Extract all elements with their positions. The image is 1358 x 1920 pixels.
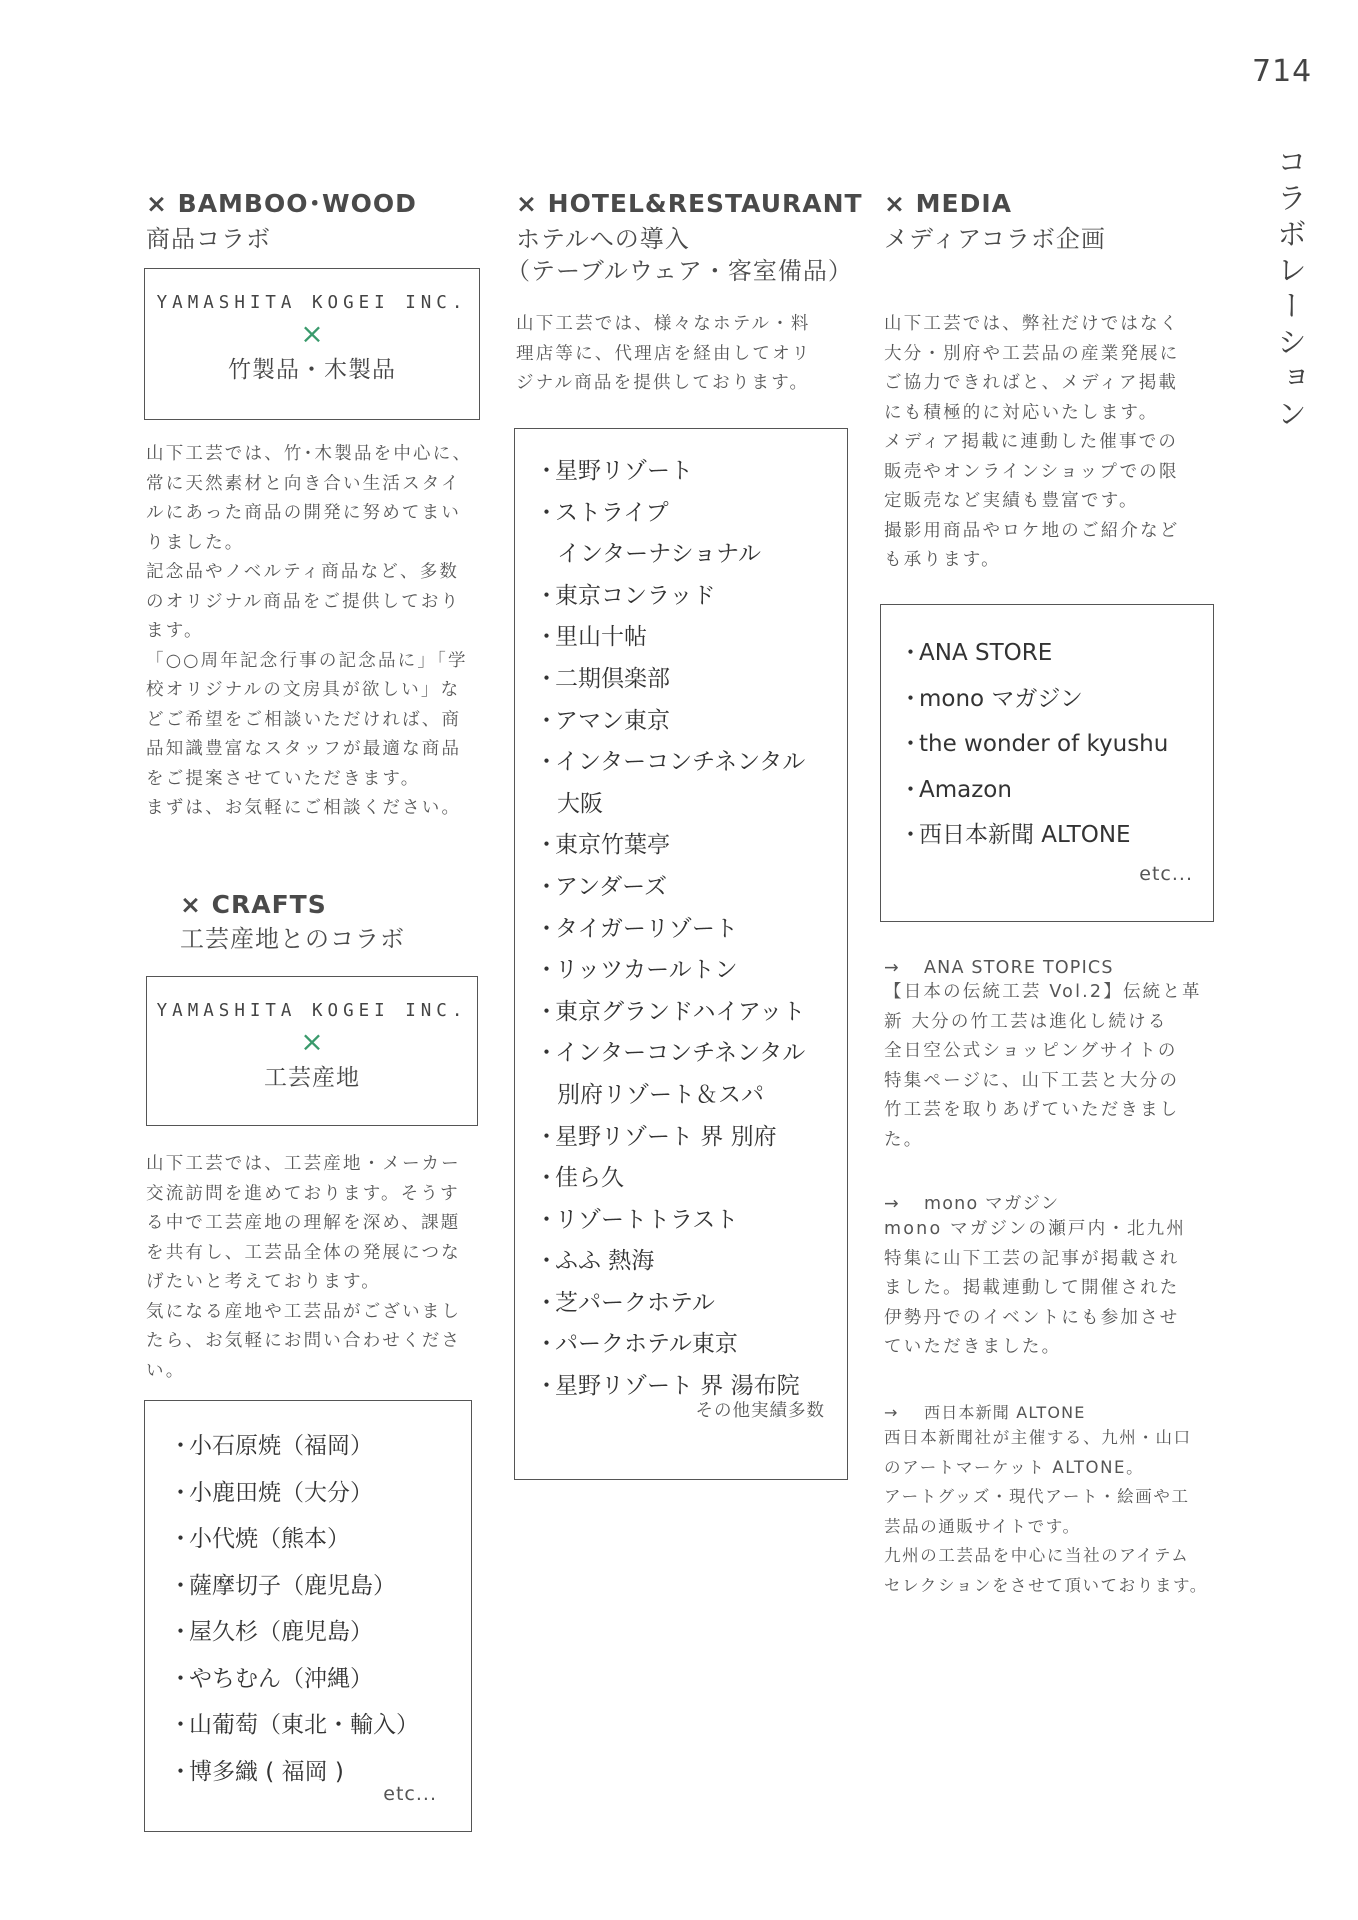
list-item: ・星野リゾート 界 湯布院 — [535, 1373, 800, 1400]
hotel-subheading: ホテルへの導入 — [516, 225, 690, 253]
text-line: を共有し、工芸品全体の発展につな — [146, 1242, 461, 1263]
text-line: 大分・別府や工芸品の産業発展に — [884, 343, 1180, 364]
text-line: 西日本新聞社が主催する、九州・山口 — [884, 1428, 1192, 1447]
list-item: ・小鹿田焼（大分） — [169, 1479, 373, 1506]
list-item: ・山葡萄（東北・輸入） — [169, 1712, 419, 1738]
text-line: 山下工芸では、様々なホテル・料 — [516, 314, 811, 334]
list-item: ・ストライプ — [535, 499, 669, 526]
topic-mono-magazine — [884, 1190, 1234, 1363]
topic-title: → mono マガジン — [884, 1194, 1060, 1214]
list-item: インターナショナル — [557, 541, 762, 568]
collab-x-mark: × — [300, 317, 324, 350]
page-number: 714 — [1252, 54, 1313, 89]
hotel-subheading-detail: （テーブルウェア・客室備品） — [506, 257, 853, 285]
list-item: ・西日本新聞 ALTONE — [899, 822, 1131, 849]
media-description — [884, 310, 1234, 576]
text-line: る中で工芸産地の理解を深め、課題 — [146, 1213, 461, 1233]
text-line: 販売やオンラインショップでの限 — [884, 461, 1179, 482]
text-line: まずは、お気軽にご相談ください。 — [146, 798, 462, 818]
text-line: にも積極的に対応いたします。 — [884, 402, 1159, 423]
text-line: 気になる産地や工芸品がございまし — [146, 1301, 462, 1322]
bamboo-description — [146, 440, 486, 824]
list-item: 別府リゾート＆スパ — [557, 1081, 764, 1108]
text-line: ます。 — [146, 621, 204, 641]
list-item: ・mono マガジン — [899, 685, 1083, 712]
hotel-list — [535, 451, 847, 1408]
list-item: ・小石原焼（福岡） — [169, 1433, 373, 1459]
text-line: げたいと考えております。 — [146, 1272, 381, 1292]
text-line: 芸品の通販サイトです。 — [884, 1516, 1081, 1536]
text-line: 全日空公式ショッピングサイトの — [884, 1041, 1178, 1061]
list-item: ・芝パークホテル — [535, 1289, 715, 1316]
text-line: ていただきました。 — [884, 1337, 1062, 1357]
bamboo-logo-box — [144, 268, 480, 420]
crafts-list — [169, 1423, 471, 1795]
text-line: 記念品やノベルティ商品など、多数 — [146, 562, 460, 582]
list-item: ・アンダーズ — [535, 873, 668, 900]
crafts-heading: × CRAFTS — [180, 890, 327, 919]
list-item: ・博多織 ( 福岡 ) — [169, 1758, 344, 1785]
text-line: ルにあった商品の開発に努めてまい — [146, 503, 462, 523]
topic-ana-store — [884, 958, 1234, 1155]
bamboo-subheading: 商品コラボ — [146, 225, 271, 253]
text-line: アートグッズ・現代アート・絵画や工 — [884, 1487, 1190, 1506]
list-item: ・パークホテル東京 — [535, 1331, 738, 1358]
text-line: 伊勢丹でのイベントにも参加させ — [884, 1307, 1180, 1328]
hotel-list-box — [514, 428, 848, 1480]
text-line: たら、お気軽にお問い合わせくださ — [146, 1331, 462, 1351]
list-item: ・Amazon — [899, 776, 1012, 803]
list-item: ・アマン東京 — [535, 707, 670, 734]
text-line: 山下工芸では、弊社だけではなく — [884, 314, 1180, 334]
text-line: 山下工芸では、工芸産地・メーカー — [146, 1154, 461, 1174]
text-line: mono マガジンの瀬戸内・北九州 — [884, 1219, 1187, 1239]
topic-title: → 西日本新聞 ALTONE — [884, 1403, 1086, 1422]
collab-product: 工芸産地 — [264, 1065, 360, 1091]
text-line: をご提案させていただきます。 — [146, 768, 421, 789]
media-list-box — [880, 604, 1214, 922]
topic-title: → ANA STORE TOPICS — [884, 958, 1114, 978]
list-item: ・東京竹葉亭 — [535, 832, 670, 859]
text-line: のアートマーケット ALTONE。 — [884, 1457, 1145, 1477]
text-line: のオリジナル商品をご提供しており — [146, 591, 461, 612]
text-line: 品知識豊富なスタッフが最適な商品 — [146, 739, 462, 759]
list-item: ・里山十帖 — [535, 624, 647, 651]
topic-altone — [884, 1400, 1244, 1600]
list-item: 大阪 — [557, 790, 603, 817]
etc-label: etc... — [1139, 863, 1193, 885]
arrow-right-icon: → — [884, 1194, 900, 1214]
list-item: ・薩摩切子（鹿児島） — [169, 1572, 396, 1599]
etc-label: etc... — [383, 1783, 437, 1805]
collab-x-mark: × — [300, 1025, 324, 1058]
media-subheading: メディアコラボ企画 — [884, 225, 1106, 253]
brand-logo: YAMASHITA KOGEI INC. — [156, 1001, 468, 1021]
text-line: も承ります。 — [884, 550, 1001, 570]
text-line: 「○○周年記念行事の記念品に」「学 — [146, 650, 468, 671]
list-item: ・ANA STORE — [899, 640, 1053, 666]
text-line: ました。掲載連動して開催された — [884, 1278, 1180, 1298]
collab-product: 竹製品・木製品 — [228, 357, 396, 383]
list-item: ・東京コンラッド — [535, 582, 716, 609]
text-line: 山下工芸では、竹･木製品を中心に、 — [146, 444, 473, 464]
list-item: ・星野リゾート — [535, 458, 693, 484]
crafts-list-box — [144, 1400, 472, 1832]
text-line: ジナル商品を提供しております。 — [516, 373, 810, 393]
hotel-description — [516, 310, 856, 399]
text-line: 特集に山下工芸の記事が掲載され — [884, 1248, 1180, 1269]
text-line: 特集ページに、山下工芸と大分の — [884, 1070, 1180, 1091]
section-title: コラボレーション — [1271, 146, 1306, 434]
hotel-heading: × HOTEL&RESTAURANT — [516, 189, 863, 218]
list-item: ・佳ら久 — [535, 1165, 624, 1192]
list-item: ・小代焼（熊本） — [169, 1526, 350, 1552]
text-line: い。 — [146, 1360, 186, 1381]
list-item: ・二期倶楽部 — [535, 665, 670, 692]
list-item: ・星野リゾート 界 別府 — [535, 1123, 777, 1150]
text-line: 校オリジナルの文房具が欲しい」な — [146, 680, 461, 700]
media-heading: × MEDIA — [884, 189, 1013, 218]
text-line: メディア掲載に連動した催事での — [884, 432, 1179, 452]
text-line: た。 — [884, 1129, 924, 1150]
brand-logo: YAMASHITA KOGEI INC. — [156, 293, 468, 313]
arrow-right-icon: → — [884, 1403, 899, 1422]
crafts-subheading: 工芸産地とのコラボ — [180, 925, 405, 953]
list-item: ・インターコンチネンタル — [535, 749, 806, 776]
text-line: 竹工芸を取りあげていただきまし — [884, 1100, 1180, 1120]
list-item: ・ふふ 熱海 — [535, 1248, 655, 1275]
text-line: 定販売など実績も豊富です。 — [884, 491, 1139, 511]
crafts-logo-box — [146, 976, 478, 1126]
bamboo-heading: × BAMBOO･WOOD — [146, 189, 417, 218]
list-item: ・タイガーリゾート — [535, 915, 738, 942]
media-list — [899, 631, 1213, 859]
list-item: ・the wonder of kyushu — [899, 731, 1169, 758]
more-results-label: その他実績多数 — [695, 1401, 825, 1421]
text-line: 新 大分の竹工芸は進化し続ける — [884, 1011, 1168, 1032]
text-line: 交流訪問を進めております。そうす — [146, 1183, 460, 1204]
list-item: ・リッツカールトン — [535, 957, 738, 984]
text-line: 常に天然素材と向き合い生活スタイ — [146, 473, 461, 494]
arrow-right-icon: → — [884, 958, 900, 978]
list-item: ・やちむん（沖縄） — [169, 1665, 373, 1692]
text-line: 【日本の伝統工芸 Vol.2】伝統と革 — [884, 982, 1202, 1002]
text-line: セレクションをさせて頂いております。 — [884, 1575, 1208, 1595]
text-line: 九州の工芸品を中心に当社のアイテム — [884, 1546, 1190, 1565]
list-item: ・東京グランドハイアット — [535, 998, 806, 1025]
text-line: 撮影用商品やロケ地のご紹介など — [884, 520, 1180, 541]
text-line: ご協力できればと、メディア掲載 — [884, 373, 1179, 393]
text-line: りました。 — [146, 532, 245, 553]
list-item: ・リゾートトラスト — [535, 1206, 739, 1233]
list-item: ・インターコンチネンタル — [535, 1040, 806, 1067]
text-line: 理店等に、代理店を経由してオリ — [516, 343, 812, 364]
list-item: ・屋久杉（鹿児島） — [169, 1619, 373, 1645]
crafts-description — [146, 1150, 486, 1386]
text-line: どご希望をご相談いただければ、商 — [146, 709, 462, 730]
